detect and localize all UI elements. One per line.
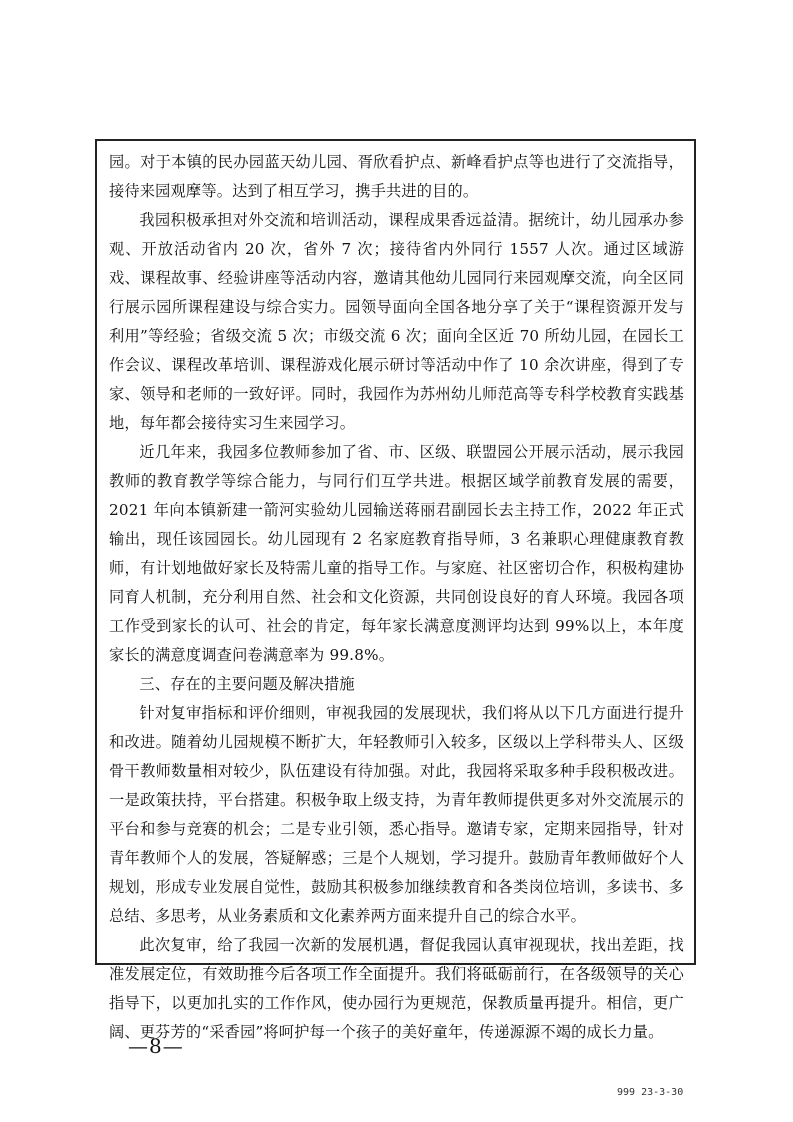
page-number: —8— (128, 1034, 184, 1058)
document-frame (95, 139, 696, 1041)
paragraph: 近几年来，我园多位教师参加了省、市、区级、联盟园公开展示活动，展示我园教师的教育教学等综合能力，与同行们互学共进。根据区域学前教育发展的需要，2021 年向本镇新建一箭河实验幼儿园输送蒋丽君副园长去主持工作，2022 年正式输出，现任该园园长。幼儿园现有 2 名家庭教育指导师，3 名兼职心理健康教育教师，有计划地做好家长及特需儿童的指导工作。与家庭、社区密切合作，积极构建协同育人机制，充分利用自然、社会和文化资源，共同创设良好的育人环境。我园各项工作受到家长的认可、社会的肯定，每年家长满意度测评均达到 99%以上，本年度家长的满意度调查问卷满意率为 99.8%。 (109, 443, 684, 664)
print-stamp: 999 23-3-30 (617, 1087, 684, 1098)
paragraph: 此次复审，给了我园一次新的发展机遇，督促我园认真审视现状，找出差距，找准发展定位，有效助推今后各项工作全面提升。我们将砥砺前行，在各级领导的关心指导下，以更加扎实的工作作风，使办园行为更规范，保教质量再提升。相信，更广阔、更芬芳的“采香园”将呵护每一个孩子的美好童年，传递源源不竭的成长力量。 (109, 936, 684, 1041)
document-body (109, 148, 684, 1047)
paragraph: 我园积极承担对外交流和培训活动，课程成果香远益清。据统计，幼儿园承办参观、开放活动省内 20 次，省外 7 次；接待省内外同行 1557 人次。通过区域游戏、课程故事、经验讲座等活动内容，邀请其他幼儿园同行来园观摩交流，向全区同行展示园所课程建设与综合实力。园领导面向全国各地分享了关于“课程资源开发与利用”等经验；省级交流 5 次；市级交流 6 次；面向全区近 70 所幼儿园，在园长工作会议、课程改革培训、课程游戏化展示研讨等活动中作了 10 余次讲座，得到了专家、领导和老师的一致好评。同时，我园作为苏州幼儿师范高等专科学校教育实践基地，每年都会接待实习生来园学习。 (109, 211, 684, 432)
paragraph: 园。对于本镇的民办园蓝天幼儿园、胥欣看护点、新峰看护点等也进行了交流指导，接待来园观摩等。达到了相互学习，携手共进的目的。 (109, 153, 684, 200)
paragraph: 三、存在的主要问题及解决措施 (139, 675, 355, 693)
paragraph: 针对复审指标和评价细则，审视我园的发展现状，我们将从以下几方面进行提升和改进。随着幼儿园规模不断扩大，年轻教师引入较多，区级以上学科带头人、区级骨干教师数量相对较少，队伍建设有待加强。对此，我园将采取多种手段积极改进。一是政策扶持，平台搭建。积极争取上级支持，为青年教师提供更多对外交流展示的平台和参与竞赛的机会；二是专业引领，悉心指导。邀请专家，定期来园指导，针对青年教师个人的发展，答疑解惑；三是个人规划，学习提升。鼓励青年教师做好个人规划，形成专业发展自觉性，鼓励其积极参加继续教育和各类岗位培训，多读书、多总结、多思考，从业务素质和文化素养两方面来提升自己的综合水平。 (109, 704, 684, 925)
